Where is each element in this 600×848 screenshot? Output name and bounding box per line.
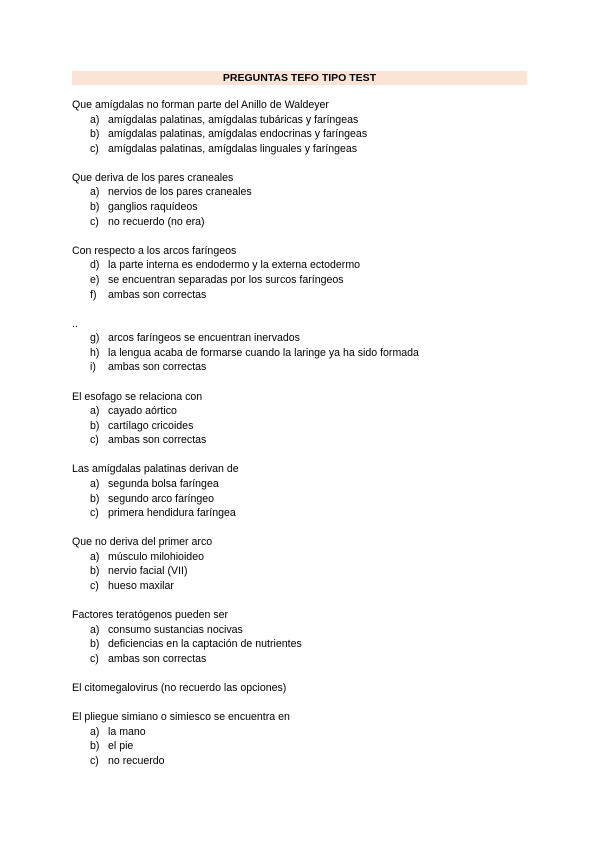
option-letter: a) (90, 725, 100, 738)
option-text: la lengua acaba de formarse cuando la laringe ya ha sido formada (108, 346, 419, 359)
option-text: arcos faríngeos se encuentran inervados (108, 332, 300, 345)
answer-option (72, 637, 542, 652)
option-text: hueso maxilar (108, 580, 174, 593)
answer-option (72, 623, 542, 638)
option-text: amígdalas palatinas, amígdalas linguales y faríngeas (108, 142, 358, 155)
option-text: ambas son correctas (108, 361, 207, 374)
question-text: .. (72, 317, 78, 330)
option-text: cartílago cricoides (108, 419, 194, 432)
option-letter: c) (90, 580, 99, 593)
option-letter: a) (90, 623, 100, 636)
option-text: amígdalas palatinas, amígdalas endocrinas y faríngeas (108, 128, 368, 141)
answer-option (72, 550, 542, 565)
option-text: la mano (108, 725, 146, 738)
option-text: se encuentran separadas por los surcos faríngeos (108, 273, 344, 286)
answer-option (72, 725, 542, 740)
question-text: Que no deriva del primer arco (72, 536, 213, 549)
question-text: El esofago se relaciona con (72, 390, 203, 403)
answer-option (72, 273, 542, 288)
option-letter: c) (90, 142, 99, 155)
question-list (72, 98, 542, 783)
option-letter: a) (90, 113, 100, 126)
question-block (72, 171, 542, 229)
answer-option (72, 127, 542, 142)
option-letter: b) (90, 128, 100, 141)
question-text: Con respecto a los arcos faríngeos (72, 244, 237, 257)
question-block (72, 710, 542, 768)
question-text: Las amígdalas palatinas derivan de (72, 463, 239, 476)
question-block (72, 317, 542, 375)
option-text: primera hendidura faríngea (108, 507, 236, 520)
question-block (72, 608, 542, 666)
answer-option (72, 346, 542, 361)
option-text: nervios de los pares craneales (108, 186, 252, 199)
option-letter: c) (90, 215, 99, 228)
question-text: El pliegue simiano o simiesco se encuentra en (72, 711, 290, 724)
option-letter: c) (90, 507, 99, 520)
option-text: la parte interna es endodermo y la externa ectodermo (108, 259, 361, 272)
answer-option (72, 113, 542, 128)
answer-option (72, 419, 542, 434)
option-text: el pie (108, 740, 134, 753)
option-text: segundo arco faríngeo (108, 492, 215, 505)
answer-option (72, 200, 542, 215)
question-block (72, 462, 542, 520)
answer-option (72, 433, 542, 448)
option-letter: e) (90, 273, 100, 286)
answer-option (72, 142, 542, 157)
answer-option (72, 258, 542, 273)
option-text: cayado aórtico (108, 405, 177, 418)
answer-option (72, 331, 542, 346)
option-letter: i) (90, 361, 96, 374)
option-text: ganglios raquídeos (108, 201, 198, 214)
option-letter: f) (90, 288, 97, 301)
question-text: Factores teratógenos pueden ser (72, 609, 229, 622)
option-text: amígdalas palatinas, amígdalas tubáricas y faríngeas (108, 113, 359, 126)
question-text: Que amígdalas no forman parte del Anillo de Waldeyer (72, 99, 329, 111)
option-letter: b) (90, 201, 100, 214)
question-text: Que deriva de los pares craneales (72, 171, 234, 184)
option-text: segunda bolsa faríngea (108, 477, 219, 490)
option-letter: b) (90, 740, 100, 753)
question-block (72, 535, 542, 593)
page-title: PREGUNTAS TEFO TIPO TEST (72, 71, 527, 85)
option-text: ambas son correctas (108, 652, 207, 665)
answer-option (72, 739, 542, 754)
answer-option (72, 754, 542, 769)
option-text: consumo sustancias nocivas (108, 623, 243, 636)
option-text: no recuerdo (no era) (108, 215, 205, 228)
option-letter: b) (90, 638, 100, 651)
option-letter: b) (90, 565, 100, 578)
answer-option (72, 477, 542, 492)
answer-option (72, 185, 542, 200)
option-letter: h) (90, 346, 100, 359)
option-text: no recuerdo (108, 754, 165, 767)
option-letter: a) (90, 405, 100, 418)
answer-option (72, 360, 542, 375)
answer-option (72, 579, 542, 594)
option-text: nervio facial (VII) (108, 565, 188, 578)
question-block (72, 98, 542, 156)
option-letter: g) (90, 332, 100, 345)
option-letter: a) (90, 186, 100, 199)
answer-option (72, 564, 542, 579)
answer-option (72, 492, 542, 507)
question-block (72, 244, 542, 302)
question-text: El citomegalovirus (no recuerdo las opciones) (72, 682, 287, 694)
option-text: ambas son correctas (108, 288, 207, 301)
option-letter: d) (90, 259, 100, 272)
question-block (72, 390, 542, 448)
option-text: músculo milohioideo (108, 550, 204, 563)
option-text: deficiencias en la captación de nutrientes (108, 638, 302, 651)
option-letter: b) (90, 492, 100, 505)
answer-option (72, 506, 542, 521)
option-letter: c) (90, 434, 99, 447)
option-letter: a) (90, 550, 100, 563)
option-letter: c) (90, 754, 99, 767)
answer-option (72, 652, 542, 667)
question-block (72, 681, 542, 696)
answer-option (72, 404, 542, 419)
answer-option (72, 288, 542, 303)
option-letter: c) (90, 652, 99, 665)
answer-option (72, 215, 542, 230)
option-letter: a) (90, 477, 100, 490)
option-text: ambas son correctas (108, 434, 207, 447)
option-letter: b) (90, 419, 100, 432)
